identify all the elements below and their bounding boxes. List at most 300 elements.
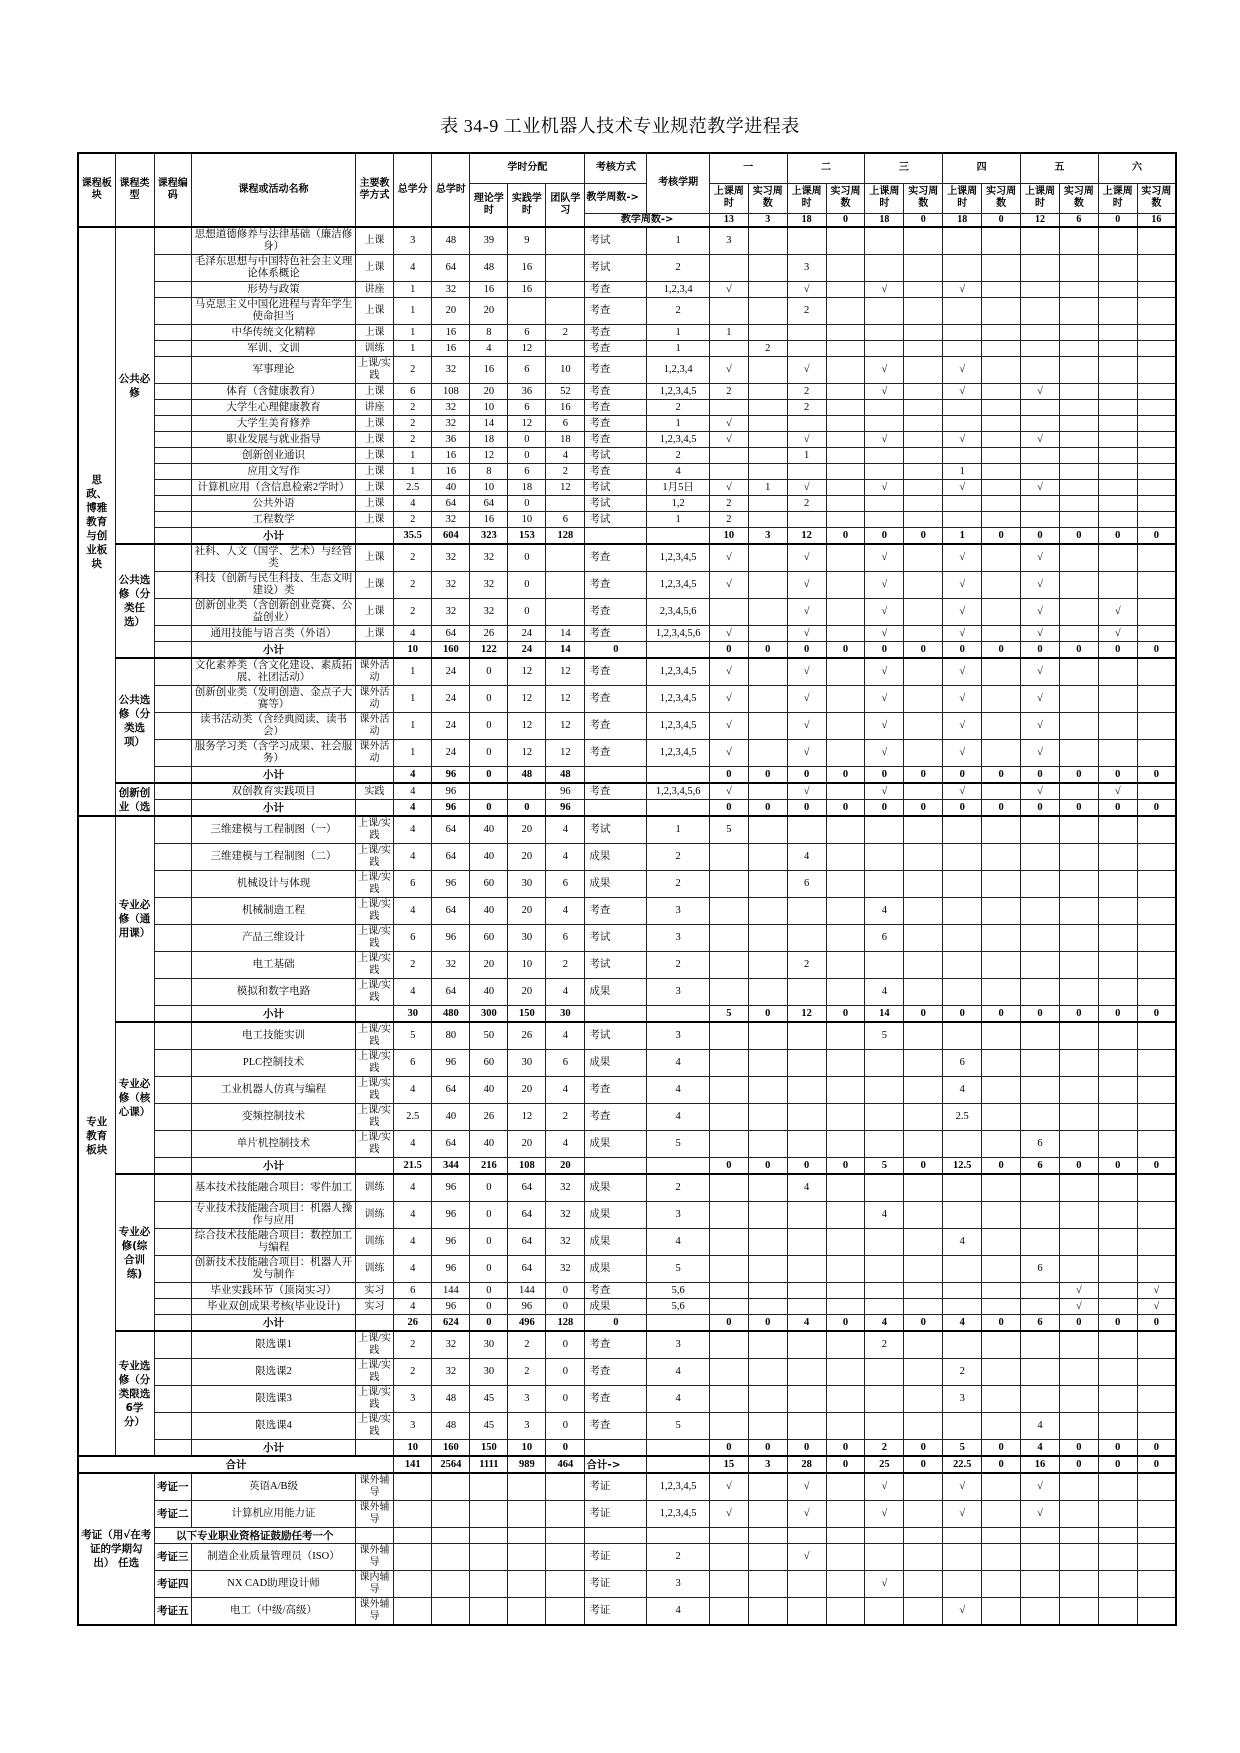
header-exam-weeks: 教学周数-> [585,183,647,213]
subtotal-practice-hours: 150 [508,1006,546,1023]
semester-value: √ [1021,740,1060,767]
course-name: 思想道德修养与法律基础（廉洁修身） [192,227,356,255]
semester-value [748,898,787,925]
semester-value [1137,740,1176,767]
semester-value [904,227,943,255]
course-code [154,227,192,255]
subtotal-credits: 30 [394,1006,432,1023]
empty-cell [865,1528,904,1544]
semester-value: √ [787,626,826,642]
semester-value [1021,448,1060,464]
course-code [154,1315,192,1332]
course-credits: 4 [394,255,432,282]
course-hours: 96 [432,783,470,800]
semester-value [1059,1473,1098,1501]
course-exam-term: 2 [647,255,710,282]
header-semester-4: 四 [943,153,1021,183]
subtotal-hours: 96 [432,767,470,784]
semester-value [1059,871,1098,898]
semester-value [1098,1473,1137,1501]
course-theory-hours: 26 [470,626,508,642]
semester-value [709,1022,748,1050]
semester-value [904,1283,943,1299]
subtotal-row [78,1006,1176,1023]
certificate-method: 课外辅导 [356,1501,394,1528]
semester-value [904,1104,943,1131]
course-type-label: 创新创业（选 [115,783,154,816]
course-team-hours: 4 [546,816,585,844]
course-code [154,599,192,626]
semester-value [904,1331,943,1359]
semester-value [943,255,982,282]
semester-value [943,898,982,925]
course-method: 课外活动 [356,713,394,740]
semester-value [865,448,904,464]
teaching-weeks-value: 16 [1137,213,1176,227]
certificate-hours [470,1544,508,1571]
semester-value: 4 [865,1202,904,1229]
course-credits: 4 [394,1256,432,1283]
course-theory-hours: 40 [470,1131,508,1158]
subtotal-label: 小计 [192,1006,356,1023]
course-theory-hours: 0 [470,1256,508,1283]
course-exam-term: 2 [647,1174,710,1202]
certificate-method: 课外辅导 [356,1544,394,1571]
subtotal-semester-value: 0 [748,1158,787,1175]
semester-value: 3 [943,1386,982,1413]
semester-value [982,1544,1021,1571]
subtotal-semester-value: 0 [865,800,904,817]
semester-value [748,1544,787,1571]
semester-value [982,341,1021,357]
subtotal-practice-hours: 48 [508,767,546,784]
semester-value [1098,544,1137,572]
course-code [154,767,192,784]
semester-value: √ [943,282,982,298]
course-credits: 1 [394,448,432,464]
semester-value [1098,496,1137,512]
subtotal-practice-hours: 108 [508,1158,546,1175]
course-code [154,871,192,898]
semester-value [1059,1386,1098,1413]
course-code [154,341,192,357]
certificate-name: NX CAD助理设计师 [192,1571,356,1598]
course-exam-type: 成果 [585,1174,647,1202]
semester-value [943,298,982,325]
course-practice-hours: 144 [508,1283,546,1299]
course-row [78,1131,1176,1158]
semester-value: 4 [865,898,904,925]
semester-value: √ [1021,658,1060,686]
semester-value [943,1174,982,1202]
semester-value [1137,1077,1176,1104]
semester-value [865,400,904,416]
semester-value: √ [1059,1283,1098,1299]
subtotal-exam-type: 0 [585,642,647,659]
certificate-name: 电工（中级/高级） [192,1598,356,1626]
course-practice-hours: 30 [508,871,546,898]
certificate-block-label: 考证（用√在考证的学期勾出） 任选 [78,1473,154,1625]
semester-value [904,282,943,298]
semester-value: 5 [865,1022,904,1050]
semester-value: 4 [943,1229,982,1256]
subtotal-credits: 4 [394,800,432,817]
subtotal-hours: 160 [432,1440,470,1457]
teaching-weeks-value: 18 [943,213,982,227]
semester-value [709,898,748,925]
course-method: 上课 [356,298,394,325]
course-exam-type: 考试 [585,925,647,952]
course-exam-term: 1月5日 [647,480,710,496]
course-row [78,658,1176,686]
semester-value [904,432,943,448]
semester-value [1021,400,1060,416]
semester-value: √ [943,713,982,740]
semester-value [1098,1571,1137,1598]
semester-value [787,1571,826,1598]
subtotal-semester-value: 0 [982,1315,1021,1332]
semester-value [982,282,1021,298]
subtotal-semester-value: 0 [826,1315,865,1332]
semester-value [826,544,865,572]
semester-value [1059,658,1098,686]
semester-value [1098,448,1137,464]
semester-value [943,1413,982,1440]
course-credits: 2 [394,952,432,979]
semester-value: √ [1021,1501,1060,1528]
semester-value [1098,979,1137,1006]
semester-value [709,1174,748,1202]
course-practice-hours: 6 [508,357,546,384]
subtotal-practice-hours: 496 [508,1315,546,1332]
subtotal-theory-hours: 323 [470,528,508,545]
subtotal-theory-hours: 0 [470,767,508,784]
course-method: 上课/实践 [356,979,394,1006]
course-practice-hours: 16 [508,255,546,282]
certificate-name: 制造企业质量管理员（ISO） [192,1544,356,1571]
semester-value [982,1359,1021,1386]
course-name: 三维建模与工程制图（一） [192,816,356,844]
semester-value [1021,1544,1060,1571]
semester-value [1137,357,1176,384]
semester-value [982,544,1021,572]
semester-value [826,496,865,512]
semester-value [865,1386,904,1413]
semester-value: √ [865,1501,904,1528]
semester-value: √ [709,658,748,686]
semester-value [1137,1571,1176,1598]
course-exam-type: 成果 [585,1202,647,1229]
course-row [78,572,1176,599]
semester-value [1059,496,1098,512]
course-method: 上课/实践 [356,1077,394,1104]
subtotal-credits: 35.5 [394,528,432,545]
empty-cell [1021,1528,1060,1544]
course-exam-term: 2 [647,448,710,464]
subtotal-semester-value: 0 [709,800,748,817]
subtotal-row [78,800,1176,817]
subtotal-semester-value: 0 [1059,1158,1098,1175]
course-hours: 24 [432,740,470,767]
header-code: 课程编码 [154,153,192,227]
course-code [154,1331,192,1359]
certificate-hours [394,1501,432,1528]
subtotal-label: 小计 [192,1315,356,1332]
semester-value [748,1331,787,1359]
semester-value [943,1331,982,1359]
semester-value: 6 [1021,1131,1060,1158]
semester-value: √ [1021,572,1060,599]
course-practice-hours: 20 [508,816,546,844]
semester-value [1098,871,1137,898]
semester-value [826,952,865,979]
total-value: 1111 [470,1456,508,1473]
subtotal-semester-value: 0 [865,528,904,545]
course-team-hours: 12 [546,480,585,496]
empty-cell [943,1528,982,1544]
semester-value [982,416,1021,432]
course-theory-hours: 40 [470,1077,508,1104]
semester-value [709,400,748,416]
subtotal-semester-value: 0 [787,642,826,659]
course-credits: 2.5 [394,1104,432,1131]
subtotal-semester-value: 0 [748,800,787,817]
course-credits: 1 [394,325,432,341]
semester-value: 6 [943,1050,982,1077]
semester-value [904,599,943,626]
subtotal-exam-term [647,1158,710,1175]
course-row [78,1386,1176,1413]
course-name: 计算机应用（含信息检索2学时） [192,480,356,496]
semester-value [748,626,787,642]
course-exam-type: 成果 [585,844,647,871]
certificate-code: 考证一 [154,1473,192,1501]
course-block-label: 专业教育板块 [78,816,115,1456]
course-theory-hours: 30 [470,1359,508,1386]
course-block-label: 思政、博雅教育与创业板块 [78,227,115,816]
subtotal-exam-type [585,528,647,545]
certificate-exam-type: 考证 [585,1598,647,1626]
semester-value [943,512,982,528]
certificate-hours [394,1544,432,1571]
course-name: 创新技术技能融合项目：机器人开发与制作 [192,1256,356,1283]
semester-value: √ [787,1473,826,1501]
course-theory-hours: 8 [470,464,508,480]
semester-value: √ [1059,1299,1098,1315]
course-practice-hours: 6 [508,325,546,341]
total-value: 0 [1137,1456,1176,1473]
semester-value [826,1256,865,1283]
course-method: 上课 [356,448,394,464]
course-practice-hours: 0 [508,496,546,512]
course-method: 上课/实践 [356,1104,394,1131]
subtotal-semester-value: 0 [1137,1158,1176,1175]
subtotal-semester-value: 0 [787,800,826,817]
course-method: 上课 [356,384,394,400]
course-exam-type: 考查 [585,572,647,599]
semester-value [1137,979,1176,1006]
total-value: 2564 [432,1456,470,1473]
semester-value [1137,1174,1176,1202]
subtotal-semester-value: 0 [826,767,865,784]
semester-value [1021,1174,1060,1202]
semester-value [748,1104,787,1131]
course-credits: 2 [394,544,432,572]
semester-value: √ [787,658,826,686]
subtotal-hours: 480 [432,1006,470,1023]
certificate-row [78,1473,1176,1501]
semester-value [904,544,943,572]
course-name: 限选课1 [192,1331,356,1359]
course-method: 上课 [356,599,394,626]
semester-value: √ [787,480,826,496]
semester-value: √ [865,282,904,298]
header-team: 团队学习 [546,183,585,227]
semester-value [1137,512,1176,528]
course-exam-type: 考查 [585,384,647,400]
course-team-hours: 0 [546,1299,585,1315]
course-method: 课外活动 [356,658,394,686]
course-exam-term: 3 [647,1331,710,1359]
semester-value: √ [709,713,748,740]
teaching-weeks-value: 0 [982,213,1021,227]
course-theory-hours: 0 [470,740,508,767]
course-name: 毕业双创成果考核(毕业设计) [192,1299,356,1315]
certificate-code: 考证二 [154,1501,192,1528]
course-exam-type: 成果 [585,871,647,898]
course-name: 产品三维设计 [192,925,356,952]
semester-value [1137,783,1176,800]
course-row [78,1229,1176,1256]
semester-value [982,448,1021,464]
course-credits: 3 [394,1386,432,1413]
semester-value [1021,1104,1060,1131]
semester-value [787,979,826,1006]
course-row [78,227,1176,255]
course-name: 马克思主义中国化进程与青年学生使命担当 [192,298,356,325]
total-value: 0 [1098,1456,1137,1473]
semester-value: √ [865,480,904,496]
course-credits: 4 [394,844,432,871]
course-row [78,1104,1176,1131]
semester-value [1021,298,1060,325]
empty-cell [904,1528,943,1544]
course-code [154,713,192,740]
semester-value [709,1283,748,1299]
course-exam-type: 考试 [585,227,647,255]
semester-value [826,1501,865,1528]
semester-value [1021,1229,1060,1256]
course-exam-term: 4 [647,1359,710,1386]
semester-value [787,1077,826,1104]
semester-value: 2 [709,496,748,512]
semester-value [904,1598,943,1626]
semester-value [748,1501,787,1528]
course-exam-term: 2 [647,871,710,898]
semester-value [1137,626,1176,642]
subtotal-label: 小计 [192,642,356,659]
semester-value: √ [1021,686,1060,713]
subtotal-semester-value: 0 [826,1158,865,1175]
course-team-hours: 6 [546,925,585,952]
course-exam-type: 考查 [585,282,647,298]
semester-value [826,1359,865,1386]
teaching-weeks-value: 18 [865,213,904,227]
subtotal-practice-hours: 24 [508,642,546,659]
semester-value: 1 [748,480,787,496]
subtotal-semester-value: 0 [1098,528,1137,545]
semester-value [904,384,943,400]
semester-value [787,1331,826,1359]
course-method: 上课/实践 [356,871,394,898]
course-credits: 1 [394,713,432,740]
semester-value [709,1571,748,1598]
semester-value [1059,1174,1098,1202]
semester-value [748,464,787,480]
semester-value [1098,658,1137,686]
course-row [78,871,1176,898]
total-value: 15 [709,1456,748,1473]
semester-value [1137,952,1176,979]
course-exam-term: 1 [647,341,710,357]
semester-value [709,1050,748,1077]
course-method: 上课 [356,544,394,572]
semester-value: √ [943,626,982,642]
subtotal-semester-value: 0 [904,1158,943,1175]
course-exam-type: 考查 [585,432,647,448]
course-code [154,1386,192,1413]
semester-value: √ [943,432,982,448]
course-exam-term: 1 [647,325,710,341]
subtotal-team-hours: 30 [546,1006,585,1023]
semester-value [1059,357,1098,384]
course-exam-term: 1 [647,227,710,255]
course-name: 科技（创新与民生科技、生态文明建设）类 [192,572,356,599]
semester-value [787,464,826,480]
course-name: 毛泽东思想与中国特色社会主义理论体系概论 [192,255,356,282]
course-team-hours: 4 [546,1022,585,1050]
semester-value [904,1229,943,1256]
subtotal-semester-value: 0 [904,528,943,545]
course-theory-hours: 16 [470,512,508,528]
total-value: 25 [865,1456,904,1473]
semester-value: 1 [709,325,748,341]
course-exam-type: 考查 [585,1413,647,1440]
semester-value: 2 [787,496,826,512]
semester-value [904,1022,943,1050]
subtotal-semester-value: 0 [1059,1006,1098,1023]
semester-value [982,227,1021,255]
course-row [78,626,1176,642]
semester-value [982,952,1021,979]
semester-value: 1 [943,464,982,480]
subtotal-team-hours: 128 [546,528,585,545]
teaching-weeks-value: 0 [904,213,943,227]
course-team-hours [546,341,585,357]
course-theory-hours: 32 [470,599,508,626]
course-name: 电工基础 [192,952,356,979]
semester-value [1021,1050,1060,1077]
subtotal-label: 小计 [192,528,356,545]
course-team-hours: 6 [546,416,585,432]
course-team-hours: 0 [546,1359,585,1386]
semester-value [709,925,748,952]
semester-value: 2 [865,1331,904,1359]
course-code [154,1006,192,1023]
semester-value [904,1386,943,1413]
course-name: 限选课3 [192,1386,356,1413]
course-team-hours: 12 [546,658,585,686]
